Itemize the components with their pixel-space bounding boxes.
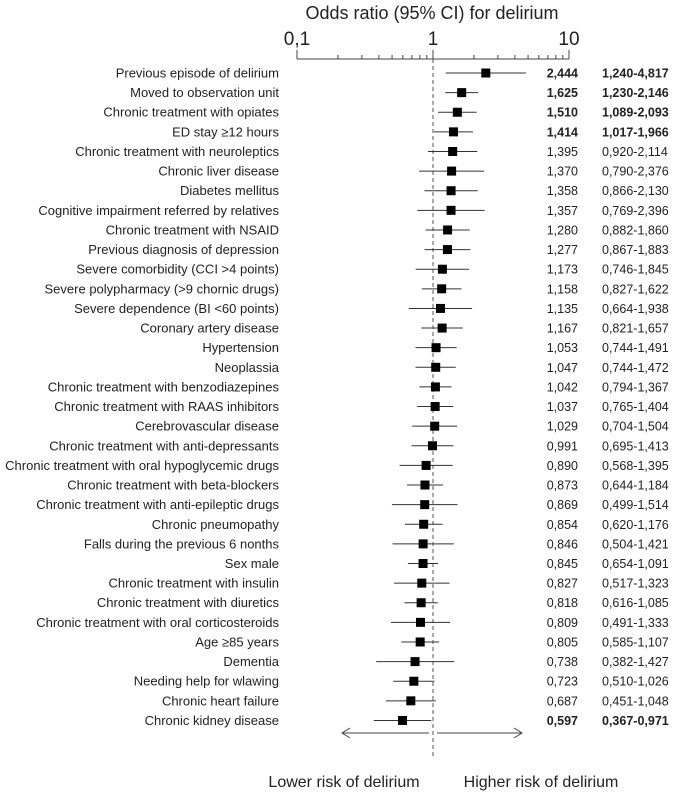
ci-value: 0,491-1,333 — [602, 615, 669, 630]
row-label: Cognitive impairment referred by relatives — [38, 202, 279, 218]
or-value: 1,357 — [546, 203, 578, 218]
x-tick-label: 0,1 — [283, 29, 311, 50]
x-axis — [284, 29, 580, 758]
forest-row — [54, 399, 668, 414]
ci-value: 0,568-1,395 — [602, 458, 669, 473]
or-marker — [481, 69, 490, 78]
ci-value: 0,744-1,472 — [602, 360, 669, 375]
or-value: 2,444 — [546, 66, 578, 81]
forest-row — [48, 379, 669, 394]
row-label: Diabetes mellitus — [180, 183, 279, 199]
or-marker — [447, 167, 456, 176]
ci-value: 1,230-2,146 — [602, 86, 669, 101]
forest-row — [84, 536, 669, 551]
forest-row — [103, 105, 668, 120]
ci-value: 0,664-1,938 — [602, 301, 669, 316]
or-marker — [419, 539, 428, 548]
row-label: ED stay ≥12 hours — [172, 124, 279, 140]
or-value: 1,167 — [546, 321, 578, 336]
or-marker — [422, 461, 431, 470]
forest-row — [172, 124, 669, 139]
ci-value: 0,499-1,514 — [602, 498, 669, 513]
or-value: 1,280 — [546, 223, 578, 238]
ci-value: 0,866-2,130 — [602, 184, 669, 199]
forest-row — [106, 222, 669, 237]
ci-value: 0,620-1,176 — [602, 517, 669, 532]
risk-arrows — [268, 728, 618, 791]
forest-row — [76, 262, 668, 277]
ci-value: 0,517-1,323 — [602, 576, 669, 591]
or-marker — [409, 677, 418, 686]
x-tick-label: 1 — [427, 29, 439, 50]
ci-value: 0,790-2,376 — [602, 164, 669, 179]
or-value: 0,846 — [546, 537, 578, 552]
forest-row — [202, 340, 668, 355]
or-value: 1,037 — [546, 400, 578, 415]
row-label: Sex male — [224, 556, 279, 571]
or-marker — [437, 284, 446, 293]
forest-row — [5, 458, 669, 473]
row-label: Chronic treatment with anti-depressants — [49, 438, 279, 454]
row-label: Chronic treatment with oral hypoglycemic drugs — [5, 457, 279, 473]
ci-value: 0,695-1,413 — [602, 439, 669, 454]
row-label: Neoplassia — [214, 359, 279, 375]
row-label: Chronic treatment with NSAID — [105, 222, 279, 238]
or-marker — [457, 88, 466, 97]
or-value: 1,158 — [546, 282, 578, 297]
row-label: Chronic treatment with benzodiazepines — [47, 379, 279, 395]
ci-value: 0,882-1,860 — [602, 223, 669, 238]
row-label: Severe polypharmacy (>9 chornic drugs) — [44, 281, 279, 297]
forest-row — [108, 576, 668, 591]
forest-row — [162, 693, 669, 708]
ci-value: 0,451-1,048 — [602, 694, 669, 709]
ci-value: 0,510-1,026 — [602, 674, 669, 689]
ci-value: 0,367-0,971 — [602, 713, 669, 728]
forest-row — [145, 713, 669, 728]
forest-row — [75, 144, 668, 159]
forest-row — [215, 360, 669, 375]
forest-row — [225, 556, 669, 571]
ci-value: 1,089-2,093 — [602, 105, 669, 120]
ci-value: 0,794-1,367 — [602, 380, 669, 395]
forest-row — [97, 595, 669, 610]
or-marker — [431, 382, 440, 391]
forest-row — [130, 85, 669, 100]
or-marker — [447, 206, 456, 215]
or-marker — [416, 637, 425, 646]
or-marker — [419, 559, 428, 568]
forest-row — [195, 634, 669, 649]
or-marker — [443, 245, 452, 254]
row-label: Falls during the previous 6 nonths — [83, 536, 279, 552]
row-label: Chronic liver disease — [158, 163, 279, 179]
row-label: Severe dependence (BI <60 points) — [74, 300, 279, 316]
forest-row — [158, 164, 668, 179]
or-value: 1,358 — [546, 184, 578, 199]
or-value: 1,042 — [546, 380, 578, 395]
or-value: 1,135 — [546, 301, 578, 316]
or-marker — [447, 186, 456, 195]
or-marker — [431, 363, 440, 372]
forest-row — [134, 674, 669, 689]
ci-value: 0,704-1,504 — [602, 419, 669, 434]
x-tick-label: 10 — [558, 29, 580, 50]
row-label: Hypertension — [202, 340, 279, 356]
forest-row — [49, 438, 669, 453]
ci-value: 0,504-1,421 — [602, 537, 669, 552]
row-label: Chronic treatment with diuretics — [96, 595, 279, 611]
or-value: 1,047 — [546, 360, 578, 375]
or-marker — [431, 402, 440, 411]
row-label: Chronic treatment with oral corticosteroids — [36, 614, 279, 630]
ci-value: 0,769-2,396 — [602, 203, 669, 218]
ci-value: 0,746-1,845 — [602, 262, 669, 277]
ci-value: 0,867-1,883 — [602, 243, 669, 258]
forest-row — [74, 301, 669, 316]
or-value: 0,869 — [546, 498, 578, 513]
ci-value: 0,644-1,184 — [602, 478, 669, 493]
or-value: 0,890 — [546, 458, 578, 473]
or-value: 1,277 — [546, 243, 578, 258]
forest-row — [88, 242, 669, 257]
ci-value: 1,240-4,817 — [602, 66, 669, 81]
or-value: 0,845 — [546, 557, 578, 571]
row-label: Needing help for wlawing — [133, 673, 279, 689]
row-label: Chronic heart failure — [161, 693, 279, 709]
or-value: 1,510 — [546, 105, 578, 120]
ci-value: 0,765-1,404 — [602, 400, 669, 415]
forest-row — [67, 478, 668, 493]
row-label: Chronic treatment with anti-epileptic drugs — [36, 497, 279, 513]
row-label: Chronic treatment with neuroleptics — [75, 143, 279, 159]
or-value: 1,395 — [546, 144, 578, 159]
row-label: Moved to observation unit — [130, 85, 279, 101]
ci-value: 0,821-1,657 — [602, 321, 669, 336]
forest-row — [45, 281, 669, 296]
or-value: 0,687 — [546, 694, 578, 709]
row-label: Chronic treatment with insulin — [108, 575, 279, 591]
or-marker — [448, 147, 457, 156]
or-value: 0,809 — [546, 615, 578, 630]
right-arrow-label: Higher risk of delirium — [463, 774, 619, 791]
row-label: Chronic kidney disease — [144, 712, 279, 728]
or-value: 0,873 — [546, 478, 578, 493]
or-marker — [411, 657, 420, 666]
row-label: Age ≥85 years — [195, 634, 279, 650]
ci-value: 0,920-2,114 — [602, 144, 668, 159]
ci-value: 0,654-1,091 — [602, 557, 669, 571]
row-label: Previous episode of delirium — [115, 65, 279, 81]
or-marker — [420, 500, 429, 509]
or-marker — [449, 127, 458, 136]
forest-row — [180, 183, 669, 198]
forest-rows — [5, 66, 669, 728]
or-marker — [432, 343, 441, 352]
or-value: 0,854 — [546, 517, 578, 532]
or-marker — [436, 304, 445, 313]
or-value: 0,818 — [546, 596, 578, 611]
or-marker — [398, 716, 407, 725]
ci-value: 0,382-1,427 — [602, 655, 669, 670]
or-marker — [417, 579, 426, 588]
or-value: 0,827 — [546, 576, 578, 591]
or-marker — [453, 108, 462, 117]
left-arrow-label: Lower risk of delirium — [268, 774, 420, 791]
or-value: 0,805 — [546, 635, 578, 650]
row-label: Chronic treatment with RAAS inhibitors — [54, 399, 279, 415]
forest-row — [223, 654, 668, 669]
row-label: Chronic treatment with beta-blockers — [67, 477, 279, 493]
forest-row — [140, 321, 669, 336]
forest-row — [116, 66, 669, 81]
row-label: Chronic pneumopathy — [151, 516, 279, 532]
or-value: 0,597 — [546, 713, 578, 728]
row-label: Cerebrovascular disease — [135, 418, 279, 434]
or-marker — [419, 520, 428, 529]
or-marker — [438, 324, 447, 333]
row-label: Dementia — [223, 654, 279, 670]
forest-row — [36, 497, 669, 512]
row-label: Severe comorbidity (CCI >4 points) — [76, 261, 279, 277]
ci-value: 0,585-1,107 — [602, 635, 669, 650]
row-label: Previous diagnosis of depression — [88, 242, 279, 258]
or-value: 1,173 — [546, 262, 578, 277]
or-value: 1,370 — [546, 164, 578, 179]
ci-value: 1,017-1,966 — [602, 125, 669, 140]
or-marker — [443, 225, 452, 234]
or-value: 0,738 — [546, 655, 578, 670]
or-marker — [406, 696, 415, 705]
forest-row — [152, 517, 669, 532]
forest-row — [36, 615, 669, 630]
or-marker — [417, 598, 426, 607]
ci-value: 0,616-1,085 — [602, 596, 669, 611]
row-label: Chronic treatment with opiates — [103, 104, 279, 120]
or-marker — [428, 441, 437, 450]
or-value: 1,414 — [546, 125, 578, 140]
or-marker — [430, 422, 439, 431]
or-value: 0,991 — [546, 439, 578, 454]
or-value: 1,625 — [546, 86, 578, 101]
forest-row — [38, 203, 668, 218]
or-value: 1,053 — [546, 341, 578, 356]
chart-title: Odds ratio (95% CI) for delirium — [305, 3, 559, 23]
ci-value: 0,744-1,491 — [602, 341, 669, 356]
or-marker — [420, 481, 429, 490]
ci-value: 0,827-1,622 — [602, 282, 669, 297]
or-value: 0,723 — [546, 674, 578, 689]
or-marker — [416, 618, 425, 627]
row-label: Coronary artery disease — [140, 320, 279, 336]
or-value: 1,029 — [546, 419, 578, 434]
forest-row — [135, 419, 669, 434]
or-marker — [438, 265, 447, 274]
